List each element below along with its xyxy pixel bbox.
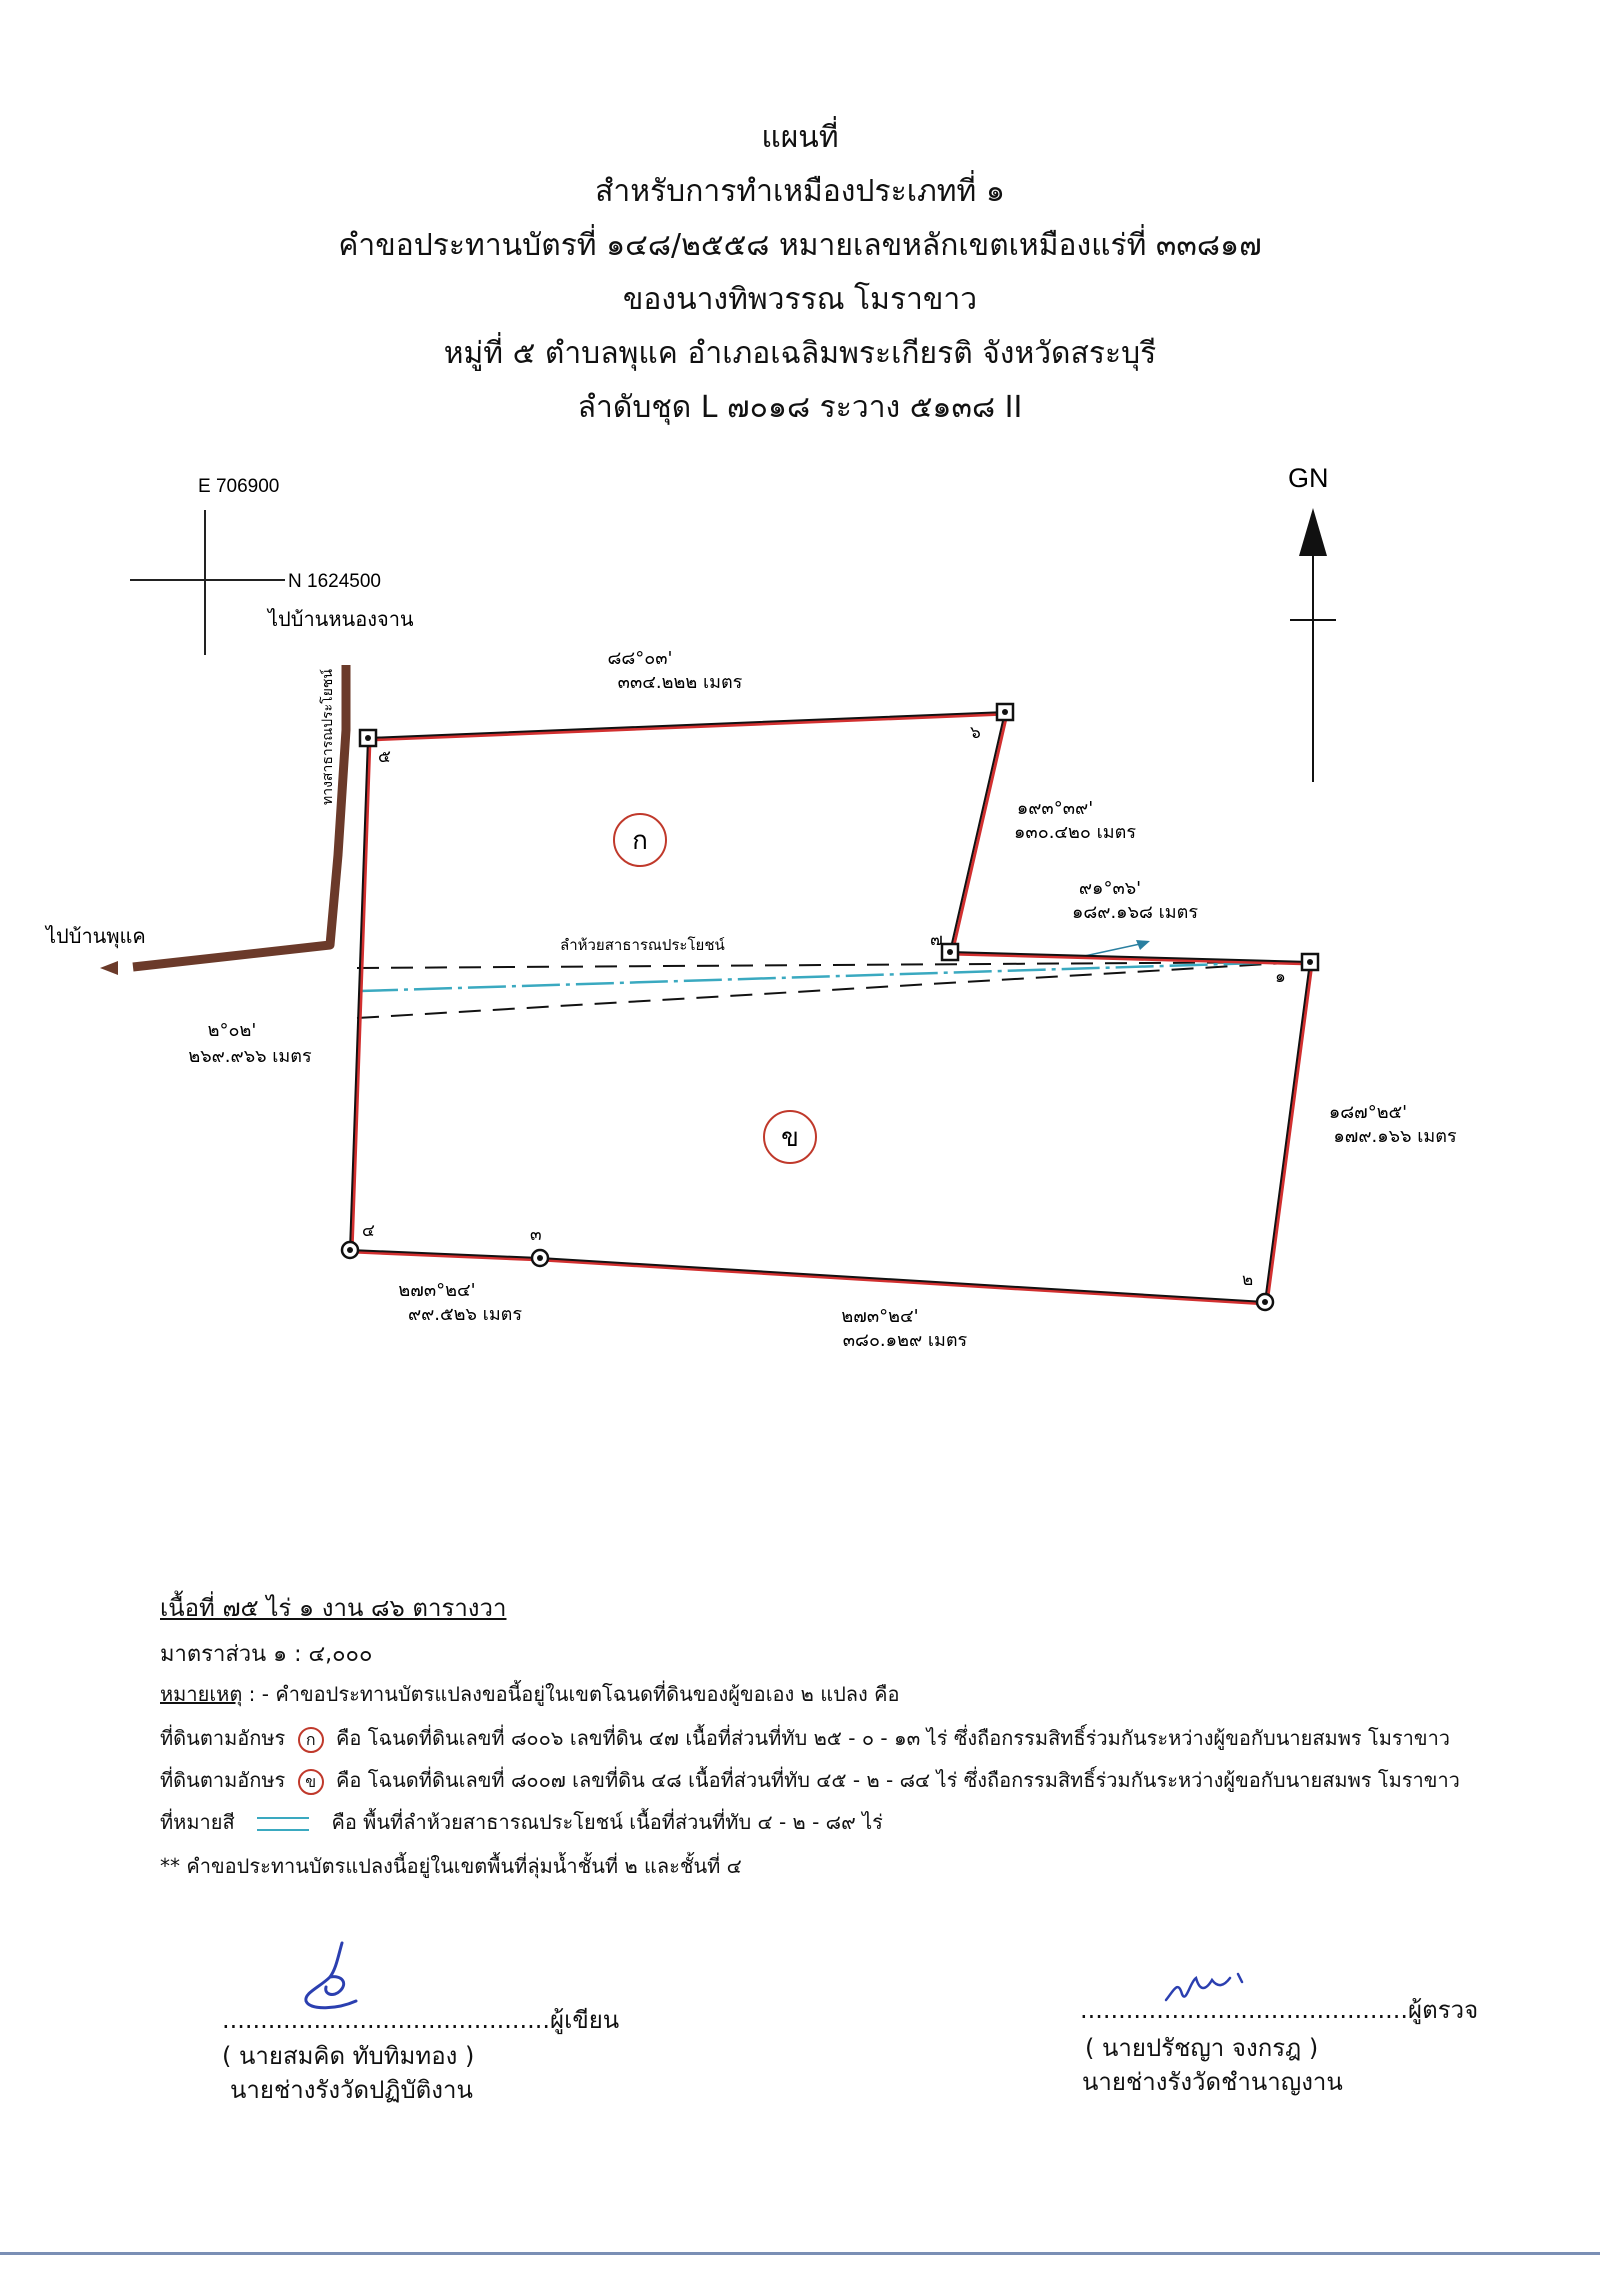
north-edge-distance: ๓๓๔.๒๒๒ เมตร xyxy=(617,672,743,693)
road-to-nong-chan-label: ไปบ้านหนองจาน xyxy=(268,607,414,631)
remark-text: : - คำขอประทานบัตรแปลงขอนี้อยู่ในเขตโฉนดที่ดินของผู้ขอเอง ๒ แปลง คือ xyxy=(242,1682,900,1706)
marker-4-dot xyxy=(347,1247,353,1253)
north-label: GN xyxy=(1288,463,1329,493)
south-right-distance: ๓๘๐.๑๒๙ เมตร xyxy=(842,1330,968,1351)
parcel-b-note-prefix: ที่ดินตามอักษร xyxy=(160,1768,286,1792)
south-left-distance: ๙๙.๕๒๖ เมตร xyxy=(407,1304,523,1325)
stream-label: ลำห้วยสาธารณประโยชน์ xyxy=(560,936,725,954)
point-label-7: ๗ xyxy=(930,930,943,950)
marker-3-dot xyxy=(537,1255,543,1261)
east-lower-distance: ๑๗๙.๑๖๖ เมตร xyxy=(1333,1126,1457,1147)
south-right-bearing: ๒๗๓°๒๔' xyxy=(841,1306,919,1327)
east-upper-distance: ๑๓๐.๔๒๐ เมตร xyxy=(1013,822,1137,843)
grid-northing-label: N 1624500 xyxy=(288,571,381,592)
road-to-phu-khae-label: ไปบ้านพุแค xyxy=(46,924,146,948)
stream-flow-arrow-icon xyxy=(1136,940,1150,950)
grid-easting-label: E 706900 xyxy=(198,476,280,497)
remark-label: หมายเหตุ xyxy=(160,1682,243,1706)
map-series-line: ลำดับชุด L ๗๐๑๘ ระวาง ๕๑๓๘ II xyxy=(577,390,1023,425)
stream-note xyxy=(160,1806,883,1838)
parcel-a-note-letter: ก xyxy=(298,1727,324,1753)
parcel-a-label: ก xyxy=(632,826,648,856)
road-arrow-icon xyxy=(100,961,118,975)
south-left-bearing: ๒๗๓°๒๔' xyxy=(398,1280,476,1301)
scale-note: มาตราส่วน ๑ : ๔,๐๐๐ xyxy=(160,1642,373,1667)
west-edge-distance: ๒๖๙.๙๖๖ เมตร xyxy=(188,1046,312,1067)
writer-role: ผู้เขียน xyxy=(550,2006,620,2034)
point-label-1: ๑ xyxy=(1275,967,1286,987)
east-lower-bearing: ๑๘๗°๒๕' xyxy=(1328,1102,1408,1123)
writer-name: ( นายสมคิด ทับทิมทอง ) xyxy=(222,2042,475,2070)
checker-role: ผู้ตรวจ xyxy=(1408,1996,1479,2024)
p7-p1-distance: ๑๘๙.๑๖๘ เมตร xyxy=(1071,902,1199,923)
stream-bank-south xyxy=(357,962,1302,1018)
marker-2-dot xyxy=(1262,1299,1268,1305)
concession-request-line: คำขอประทานบัตรที่ ๑๔๘/๒๕๕๘ หมายเลขหลักเขตเหมืองแร่ที่ ๓๓๘๑๗ xyxy=(338,228,1262,263)
writer-dots: ........................................... xyxy=(222,2006,551,2034)
location-line: หมู่ที่ ๕ ตำบลพุแค อำเภอเฉลิมพระเกียรติ จังหวัดสระบุรี xyxy=(443,336,1157,371)
checker-name: ( นายปรัชญา จงกรฎ ) xyxy=(1085,2034,1319,2062)
parcel-a-note xyxy=(160,1722,1450,1754)
point-label-5: ๕ xyxy=(378,747,391,767)
remark-line xyxy=(160,1678,900,1710)
mining-type-line: สำหรับการทำเหมืองประเภทที่ ๑ xyxy=(595,174,1005,209)
checker-line xyxy=(1080,1990,1478,2029)
area-summary: เนื้อที่ ๗๕ ไร่ ๑ งาน ๘๖ ตารางวา xyxy=(160,1594,507,1622)
parcel-a-note-prefix: ที่ดินตามอักษร xyxy=(160,1726,286,1750)
west-edge-bearing: ๒°๐๒' xyxy=(207,1020,257,1041)
parcel-b-note xyxy=(160,1764,1460,1796)
parcel-boundary xyxy=(350,712,1310,1302)
parcel-a-note-text: คือ โฉนดที่ดินเลขที่ ๘๐๐๖ เลขที่ดิน ๔๗ เนื้อที่ส่วนที่ทับ ๒๕ - ๐ - ๑๓ ไร่ ซึ่งถือกรรมสิทธิ์ร่วมกันระหว่างผู้ขอกับนายสมพร โมราขาว xyxy=(336,1726,1451,1750)
stream-note-prefix: ที่หมายสี xyxy=(160,1810,235,1834)
checker-title: นายช่างรังวัดชำนาญงาน xyxy=(1082,2068,1343,2096)
north-arrow-icon xyxy=(1299,508,1327,556)
parcel-b-note-letter: ข xyxy=(298,1769,324,1795)
parcel-b-note-text: คือ โฉนดที่ดินเลขที่ ๘๐๐๗ เลขที่ดิน ๔๘ เนื้อที่ส่วนที่ทับ ๔๕ - ๒ - ๘๔ ไร่ ซึ่งถือกรรมสิทธิ์ร่วมกันระหว่างผู้ขอกับนายสมพร โมราขาว xyxy=(336,1768,1460,1792)
marker-6-dot xyxy=(1002,709,1008,715)
point-label-6: ๖ xyxy=(970,723,981,743)
checker-dots: ........................................... xyxy=(1080,1996,1409,2024)
writer-line xyxy=(222,2000,619,2039)
point-label-2: ๒ xyxy=(1242,1270,1254,1290)
writer-title: นายช่างรังวัดปฏิบัติงาน xyxy=(230,2076,473,2104)
marker-1-dot xyxy=(1307,959,1313,965)
watershed-footnote: ** คำขอประทานบัตรแปลงนี้อยู่ในเขตพื้นที่ลุ่มน้ำชั้นที่ ๒ และชั้นที่ ๔ xyxy=(160,1854,742,1878)
marker-7-dot xyxy=(947,949,953,955)
stream-legend-swatch xyxy=(257,1817,309,1831)
point-label-4: ๔ xyxy=(362,1221,375,1241)
stream-note-text: คือ พื้นที่ลำห้วยสาธารณประโยชน์ เนื้อที่ส่วนที่ทับ ๔ - ๒ - ๘๙ ไร่ xyxy=(331,1810,883,1834)
public-road xyxy=(133,665,346,967)
public-road-label: ทางสาธารณประโยชน์ xyxy=(320,669,336,805)
north-edge-bearing: ๘๘°๐๓' xyxy=(607,648,673,669)
east-upper-bearing: ๑๙๓°๓๙' xyxy=(1016,798,1094,819)
parcel-b-label: ข xyxy=(781,1123,799,1153)
p7-p1-bearing: ๙๑°๓๖' xyxy=(1078,878,1142,899)
owner-line: ของนางทิพวรรณ โมราขาว xyxy=(622,282,978,317)
marker-5-dot xyxy=(365,735,371,741)
point-label-3: ๓ xyxy=(530,1225,542,1245)
map-title: แผนที่ xyxy=(761,120,839,155)
bottom-rule xyxy=(0,2252,1600,2255)
